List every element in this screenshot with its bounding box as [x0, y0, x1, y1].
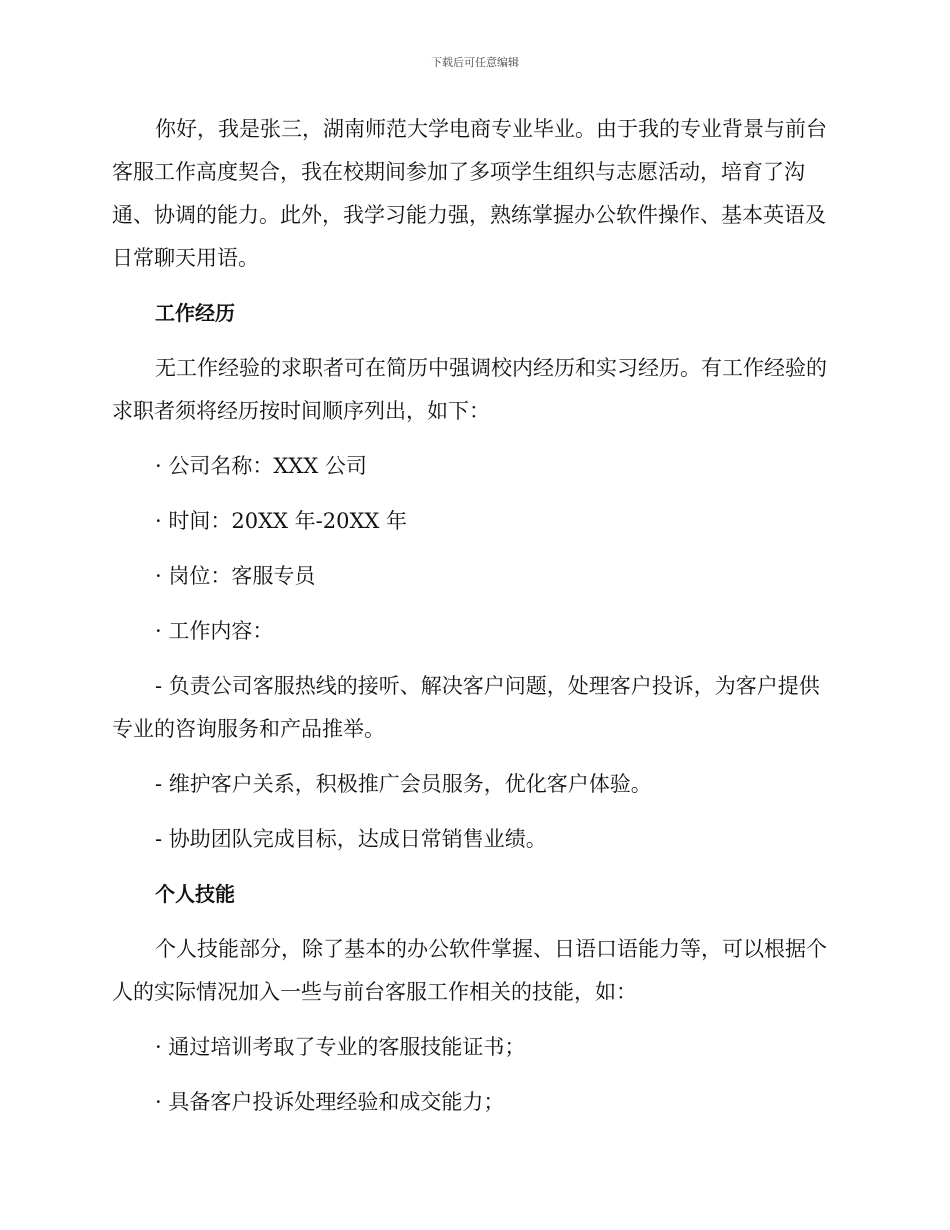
duty-item: - 负责公司客服热线的接听、解决客户问题，处理客户投诉，为客户提供专业的咨询服务和产品推举。: [112, 674, 820, 741]
work-experience-description: 无工作经验的求职者可在简历中强调校内经历和实习经历。有工作经验的求职者须将经历按时间顺序列出，如下：: [112, 356, 827, 423]
skill-item: · 具备客户投诉处理经验和成交能力；: [155, 1090, 505, 1114]
work-content-label: · 工作内容：: [155, 619, 274, 643]
intro-paragraph: 你好，我是张三，湖南师范大学电商专业毕业。由于我的专业背景与前台客服工作高度契合，我在校期间参加了多项学生组织与志愿活动，培育了沟通、协调的能力。此外，我学习能力强，熟练掌握办公软件操作、基本英语及日常聊天用语。: [112, 117, 827, 270]
duty-item: - 协助团队完成目标，达成日常销售业绩。: [155, 827, 547, 851]
document-body: [112, 108, 832, 1124]
page-header: 下载后可任意编辑: [431, 56, 519, 69]
time-item: · 时间：20XX 年-20XX 年: [155, 509, 408, 533]
skill-item: · 通过培训考取了专业的客服技能证书；: [155, 1035, 526, 1059]
position-item: · 岗位：客服专员: [155, 564, 316, 588]
company-name-item: · 公司名称：XXX 公司: [155, 454, 367, 478]
duty-item: - 维护客户关系，积极推广会员服务，优化客户体验。: [155, 772, 652, 796]
skills-heading: 个人技能: [155, 882, 235, 906]
work-experience-heading: 工作经历: [155, 301, 235, 325]
skills-description: 个人技能部分，除了基本的办公软件掌握、日语口语能力等，可以根据个人的实际情况加入一些与前台客服工作相关的技能，如：: [112, 937, 827, 1004]
